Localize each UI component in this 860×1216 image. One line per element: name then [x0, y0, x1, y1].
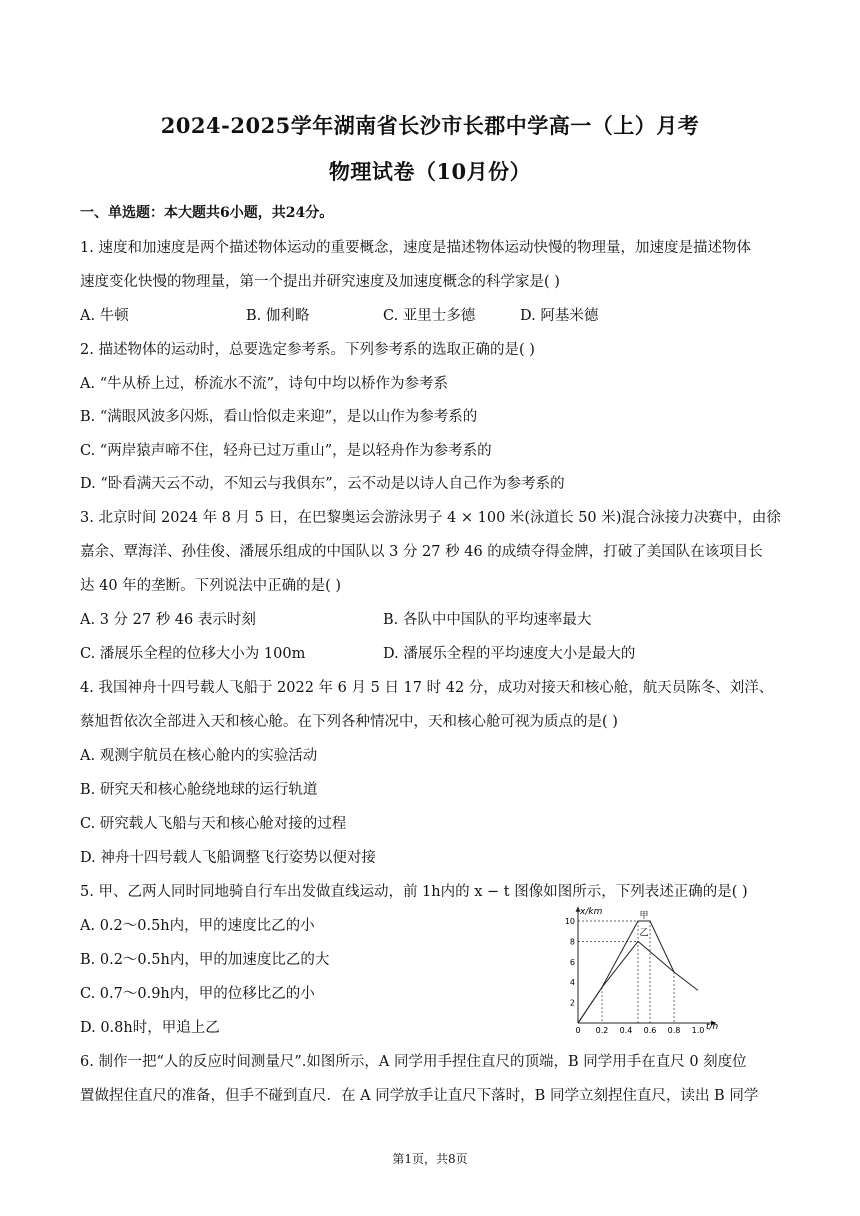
question-3-line-1: 3. 北京时间 2024 年 8 月 5 日，在巴黎奥运会游泳男子 4 × 100 米(泳道长 50 米)混合泳接力决赛中，由徐	[80, 510, 781, 526]
x-tick-label: 0.2	[595, 1026, 609, 1035]
question-1-option-d: D. 阿基米德	[520, 308, 599, 324]
question-2-option-a: A. “牛从桥上过，桥流水不流”，诗句中均以桥作为参考系	[80, 376, 449, 392]
question-2-line-1: 2. 描述物体的运动时，总要选定参考系。下列参考系的选取正确的是( )	[80, 342, 535, 358]
question-4-option-d: D. 神舟十四号载人飞船调整飞行姿势以便对接	[80, 850, 376, 866]
section-heading: 一、单选题：本大题共6小题，共24分。	[80, 205, 334, 221]
question-4-option-b: B. 研究天和核心舱绕地球的运行轨道	[80, 782, 318, 798]
question-1-line-2: 速度变化快慢的物理量，第一个提出并研究速度及加速度概念的科学家是( )	[80, 274, 560, 290]
y-tick-label: 4	[569, 978, 575, 988]
question-4-option-a: A. 观测宇航员在核心舱内的实验活动	[80, 748, 318, 764]
x-tick-label: 0	[575, 1026, 581, 1035]
y-axis-label: x/km	[580, 907, 603, 917]
question-1-line-1: 1. 速度和加速度是两个描述物体运动的重要概念，速度是描述物体运动快慢的物理量，加速度是描述物体	[80, 240, 751, 256]
y-tick-label: 6	[569, 957, 575, 967]
question-5-option-c: C. 0.7～0.9h内，甲的位移比乙的小	[80, 986, 315, 1002]
exam-title: 2024-2025学年湖南省长沙市长郡中学高一（上）月考	[160, 113, 700, 138]
question-5-line-1: 5. 甲、乙两人同时同地骑自行车出发做直线运动，前 1h内的 x − t 图像如图所示，下列表述正确的是( )	[80, 884, 748, 900]
question-6-line-2: 置做捏住直尺的准备，但手不碰到直尺．在 A 同学放手让直尺下落时，B 同学立刻捏住直尺，读出 B 同学	[80, 1088, 759, 1104]
question-4-line-2: 蔡旭哲依次全部进入天和核心舱。在下列各种情况中，天和核心舱可视为质点的是( )	[80, 714, 618, 730]
question-1-option-b: B. 伽利略	[246, 308, 310, 324]
x-t-graph	[560, 905, 740, 1035]
question-2-option-d: D. “卧看满天云不动，不知云与我俱东”，云不动是以诗人自己作为参考系的	[80, 476, 565, 492]
question-3-option-b: B. 各队中中国队的平均速率最大	[383, 612, 592, 628]
x-tick-label: 0.6	[643, 1026, 657, 1035]
question-4-option-c: C. 研究载人飞船与天和核心舱对接的过程	[80, 816, 347, 832]
series-label-yi: 乙	[639, 928, 649, 939]
series-line-jia	[578, 921, 674, 1023]
question-1-option-c: C. 亚里士多德	[383, 308, 476, 324]
page-footer: 第1页，共8页	[392, 1152, 468, 1166]
question-4-line-1: 4. 我国神舟十四号载人飞船于 2022 年 6 月 5 日 17 时 42 分，成功对接天和核心舱，航天员陈冬、刘洋、	[80, 680, 774, 696]
question-3-option-c: C. 潘展乐全程的位移大小为 100m	[80, 646, 306, 662]
x-axis-label: t/h	[706, 1022, 719, 1032]
question-2-option-c: C. “两岸猿声啼不住，轻舟已过万重山”，是以轻舟作为参考系的	[80, 443, 492, 459]
x-tick-label: 1.0	[691, 1026, 705, 1035]
question-3-option-d: D. 潘展乐全程的平均速度大小是最大的	[383, 646, 636, 662]
question-3-line-3: 达 40 年的垄断。下列说法中正确的是( )	[80, 578, 342, 594]
question-1-option-a: A. 牛顿	[80, 308, 129, 324]
series-label-jia: 甲	[639, 911, 649, 921]
y-tick-label: 2	[569, 998, 575, 1008]
x-tick-label: 0.4	[619, 1026, 633, 1035]
y-tick-label: 10	[564, 917, 575, 926]
question-6-line-1: 6. 制作一把“人的反应时间测量尺”.如图所示，A 同学用手捏住直尺的顶端，B 同学用手在直尺 0 刻度位	[80, 1054, 747, 1070]
x-tick-label: 0.8	[667, 1026, 681, 1035]
question-5-option-d: D. 0.8h时，甲追上乙	[80, 1020, 220, 1036]
exam-subtitle: 物理试卷（10月份）	[328, 159, 532, 184]
question-5-option-b: B. 0.2～0.5h内，甲的加速度比乙的大	[80, 952, 330, 968]
question-5-option-a: A. 0.2～0.5h内，甲的速度比乙的小	[80, 918, 315, 934]
y-tick-label: 8	[569, 937, 575, 947]
question-3-option-a: A. 3 分 27 秒 46 表示时刻	[80, 612, 256, 628]
question-3-line-2: 嘉余、覃海洋、孙佳俊、潘展乐组成的中国队以 3 分 27 秒 46 的成绩夺得金牌，打破了美国队在该项目长	[80, 544, 763, 560]
question-2-option-b: B. “满眼风波多闪烁，看山恰似走来迎”，是以山作为参考系的	[80, 409, 478, 425]
